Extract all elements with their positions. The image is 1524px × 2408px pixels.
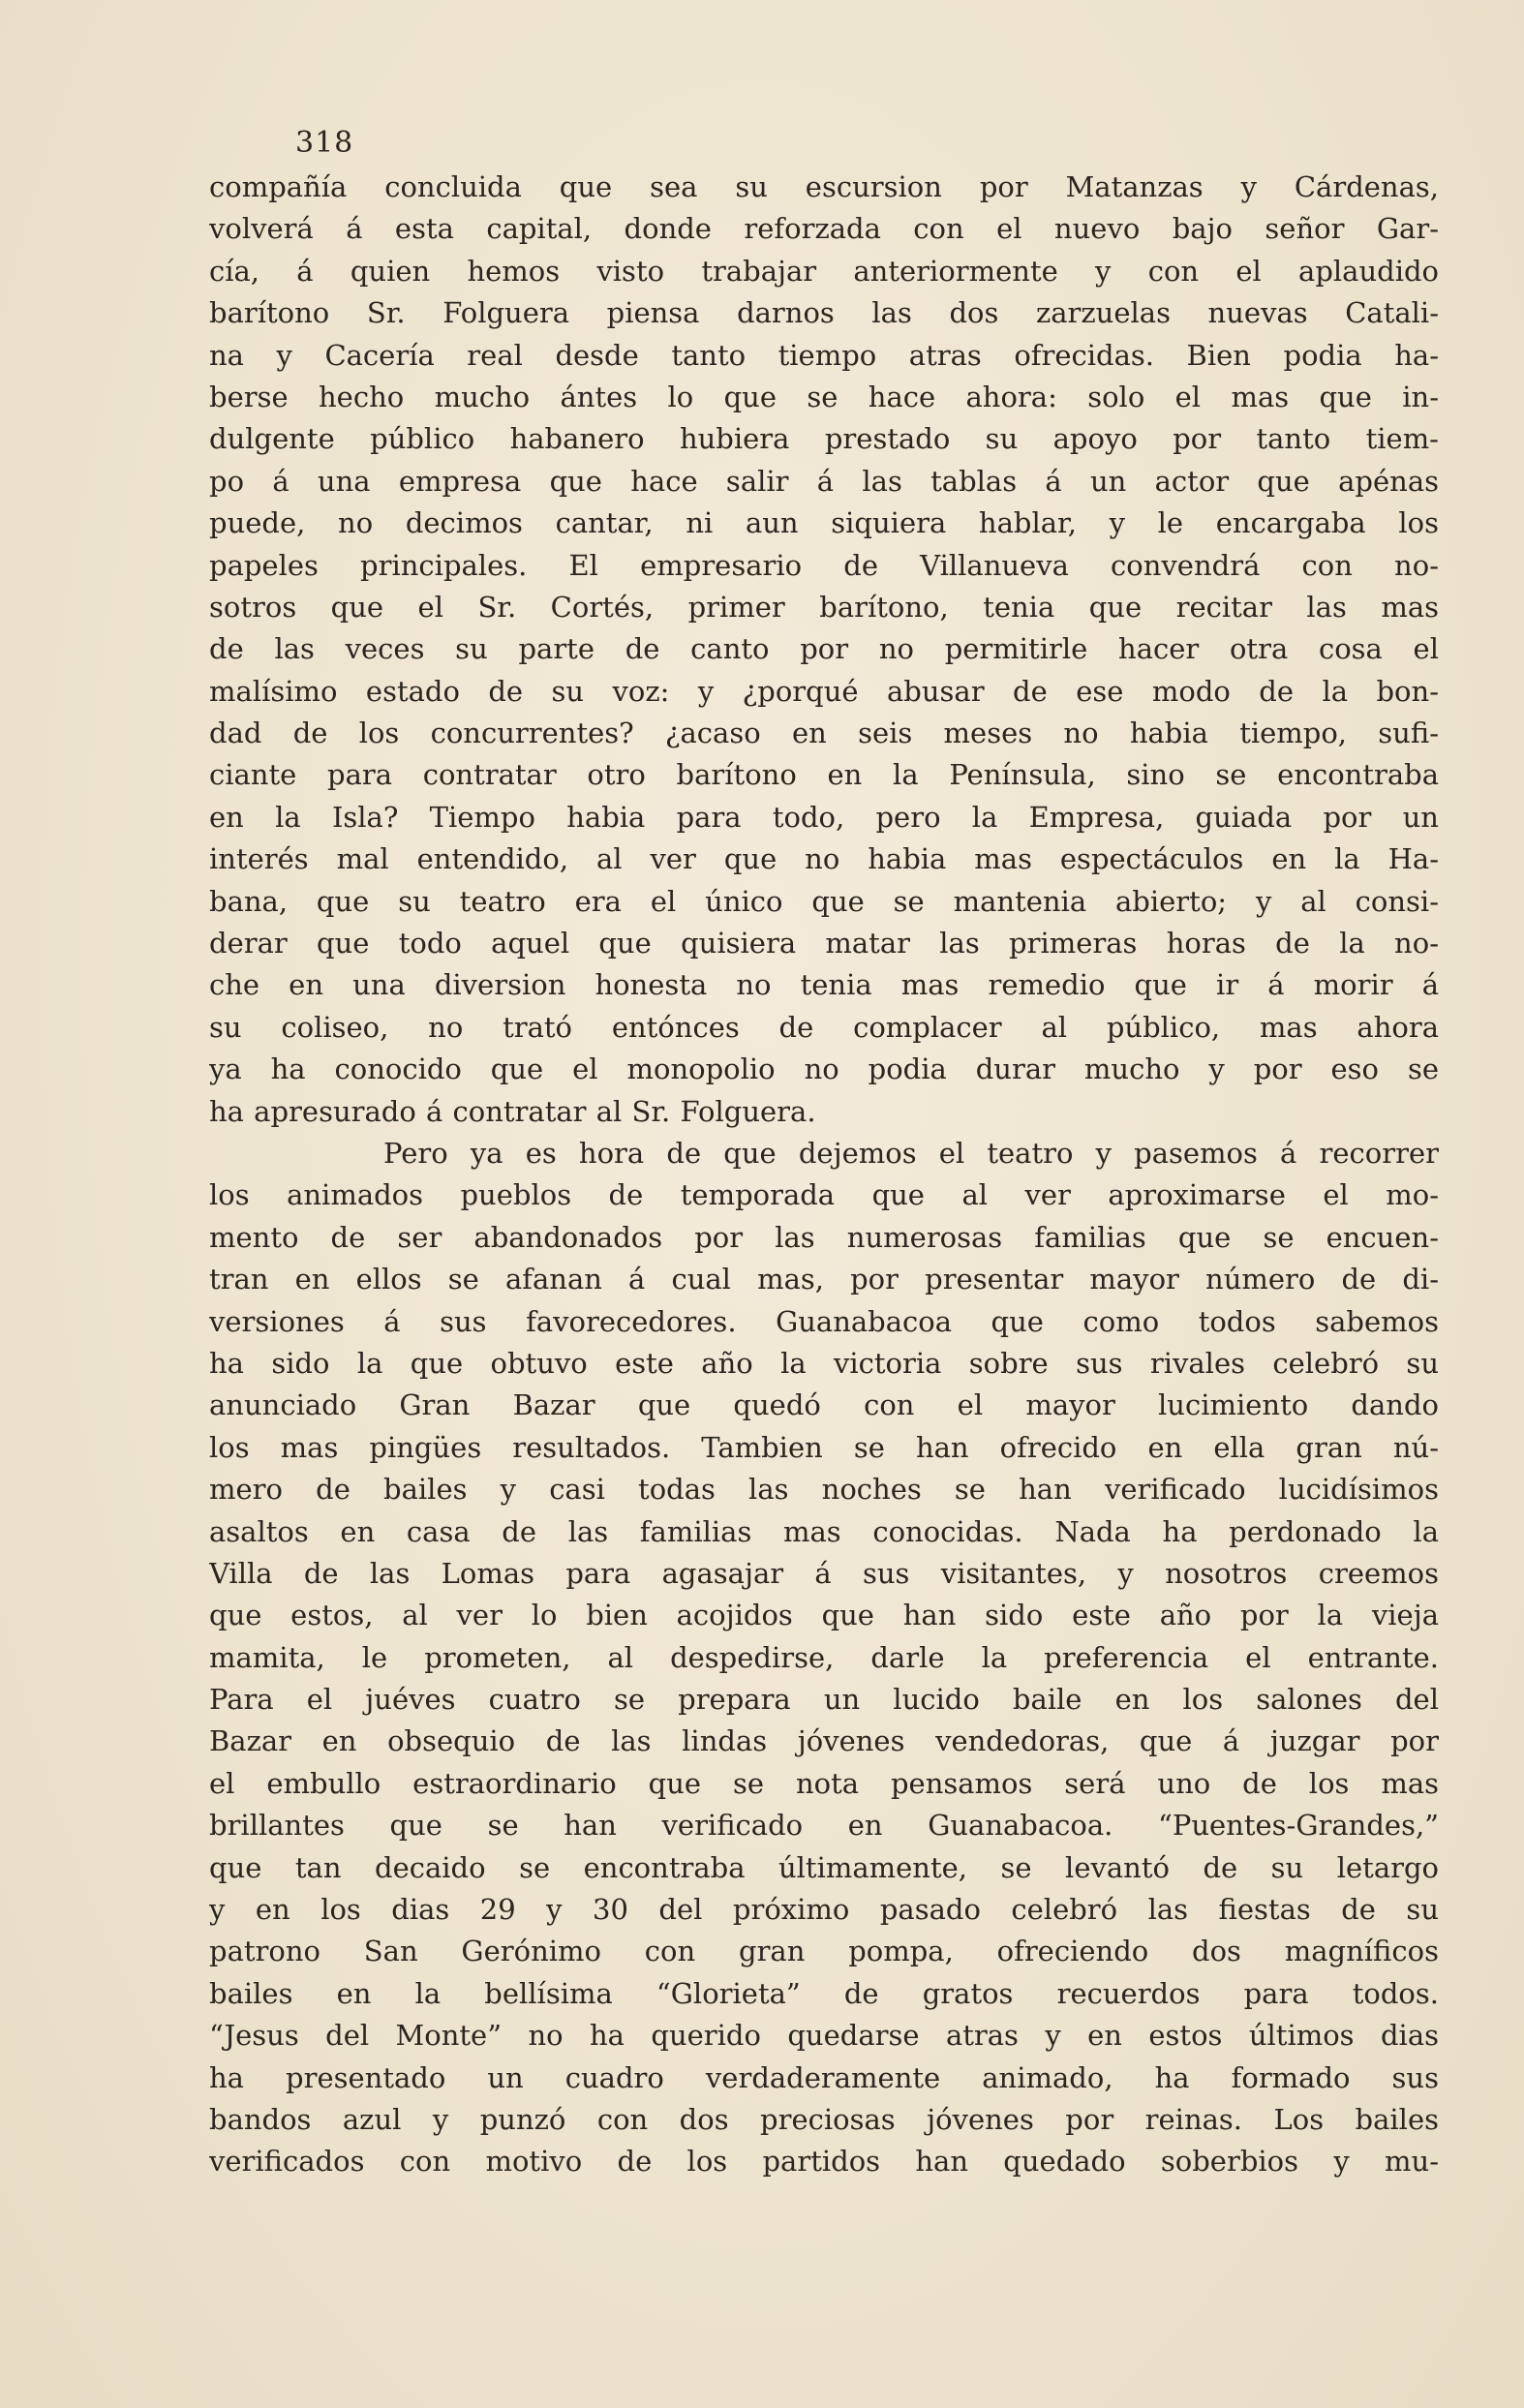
text-line: anunciado Gran Bazar que quedó con el mayor lucimiento dando [209, 1388, 1439, 1422]
body-text [209, 167, 1439, 2183]
text-line: “Jesus del Monte” no ha querido quedarse atras y en estos últimos dias [209, 2019, 1439, 2053]
text-line: Para el juéves cuatro se prepara un lucido baile en los salones del [209, 1683, 1439, 1717]
text-line: bana, que su teatro era el único que se mantenia abierto; y al consi- [209, 884, 1439, 918]
text-line: Villa de las Lomas para agasajar á sus visitantes, y nosotros creemos [209, 1556, 1439, 1590]
text-line: barítono Sr. Folguera piensa darnos las dos zarzuelas nuevas Catali- [209, 296, 1439, 330]
text-line: que estos, al ver lo bien acojidos que han sido este año por la vieja [209, 1599, 1439, 1632]
text-line: dad de los concurrentes? ¿acaso en seis meses no habia tiempo, sufi- [209, 716, 1439, 750]
text-line: el embullo estraordinario que se nota pensamos será uno de los mas [209, 1766, 1439, 1800]
text-line: volverá á esta capital, donde reforzada con el nuevo bajo señor Gar- [209, 212, 1439, 246]
text-line: asaltos en casa de las familias mas conocidas. Nada ha perdonado la [209, 1514, 1439, 1548]
text-line: compañía concluida que sea su escursion por Matanzas y Cárdenas, [209, 170, 1439, 203]
text-line: mamita, le prometen, al despedirse, darle la preferencia el entrante. [209, 1640, 1439, 1674]
text-line: puede, no decimos cantar, ni aun siquiera hablar, y le encargaba los [209, 506, 1439, 540]
text-line: papeles principales. El empresario de Villanueva convendrá con no- [209, 548, 1439, 582]
text-line: bandos azul y punzó con dos preciosas jóvenes por reinas. Los bailes [209, 2102, 1439, 2136]
text-line: berse hecho mucho ántes lo que se hace ahora: solo el mas que in- [209, 380, 1439, 413]
text-line: cía, á quien hemos visto trabajar anteriormente y con el aplaudido [209, 254, 1439, 288]
text-line: patrono San Gerónimo con gran pompa, ofreciendo dos magníficos [209, 1935, 1439, 1968]
text-line: ya ha conocido que el monopolio no podia durar mucho y por eso se [209, 1052, 1439, 1086]
text-line: que tan decaido se encontraba últimamente, se levantó de su letargo [209, 1850, 1439, 1884]
text-line: ha presentado un cuadro verdaderamente animado, ha formado sus [209, 2060, 1439, 2094]
page-number: 318 [295, 126, 354, 160]
text-line: malísimo estado de su voz: y ¿porqué abusar de ese modo de la bon- [209, 674, 1439, 708]
text-line: en la Isla? Tiempo habia para todo, pero la Empresa, guiada por un [209, 800, 1439, 834]
text-line: na y Cacería real desde tanto tiempo atras ofrecidas. Bien podia ha- [209, 338, 1439, 372]
text-line: brillantes que se han verificado en Guanabacoa. “Puentes-Grandes,” [209, 1809, 1439, 1843]
text-line: de las veces su parte de canto por no permitirle hacer otra cosa el [209, 632, 1439, 666]
text-line: che en una diversion honesta no tenia mas remedio que ir á morir á [209, 968, 1439, 1002]
text-line: bailes en la bellísima “Glorieta” de gratos recuerdos para todos. [209, 1976, 1439, 2010]
text-line: ciante para contratar otro barítono en la Península, sino se encontraba [209, 758, 1439, 792]
text-line: mento de ser abandonados por las numerosas familias que se encuen- [209, 1220, 1439, 1254]
text-line: su coliseo, no trató entónces de complacer al público, mas ahora [209, 1010, 1439, 1044]
text-line: y en los dias 29 y 30 del próximo pasado celebró las fiestas de su [209, 1893, 1439, 1927]
text-line: los mas pingües resultados. Tambien se han ofrecido en ella gran nú- [209, 1430, 1439, 1464]
text-line: versiones á sus favorecedores. Guanabacoa que como todos sabemos [209, 1304, 1439, 1338]
text-line: ha sido la que obtuvo este año la victoria sobre sus rivales celebró su [209, 1346, 1439, 1380]
text-line: sotros que el Sr. Cortés, primer barítono, tenia que recitar las mas [209, 590, 1439, 624]
text-line: Pero ya es hora de que dejemos el teatro y pasemos á recorrer [383, 1136, 1439, 1170]
text-line: Bazar en obsequio de las lindas jóvenes vendedoras, que á juzgar por [209, 1724, 1439, 1758]
text-line: verificados con motivo de los partidos han quedado soberbios y mu- [209, 2145, 1439, 2179]
text-line: interés mal entendido, al ver que no habia mas espectáculos en la Ha- [209, 842, 1439, 876]
text-line: los animados pueblos de temporada que al ver aproximarse el mo- [209, 1178, 1439, 1212]
text-line: mero de bailes y casi todas las noches se han verificado lucidísimos [209, 1473, 1439, 1507]
text-line: dulgente público habanero hubiera prestado su apoyo por tanto tiem- [209, 422, 1439, 456]
text-line: derar que todo aquel que quisiera matar las primeras horas de la no- [209, 927, 1439, 960]
text-line: tran en ellos se afanan á cual mas, por presentar mayor número de di- [209, 1263, 1439, 1296]
text-line: ha apresurado á contratar al Sr. Folguera. [209, 1094, 816, 1128]
text-line: po á una empresa que hace salir á las tablas á un actor que apénas [209, 464, 1439, 498]
